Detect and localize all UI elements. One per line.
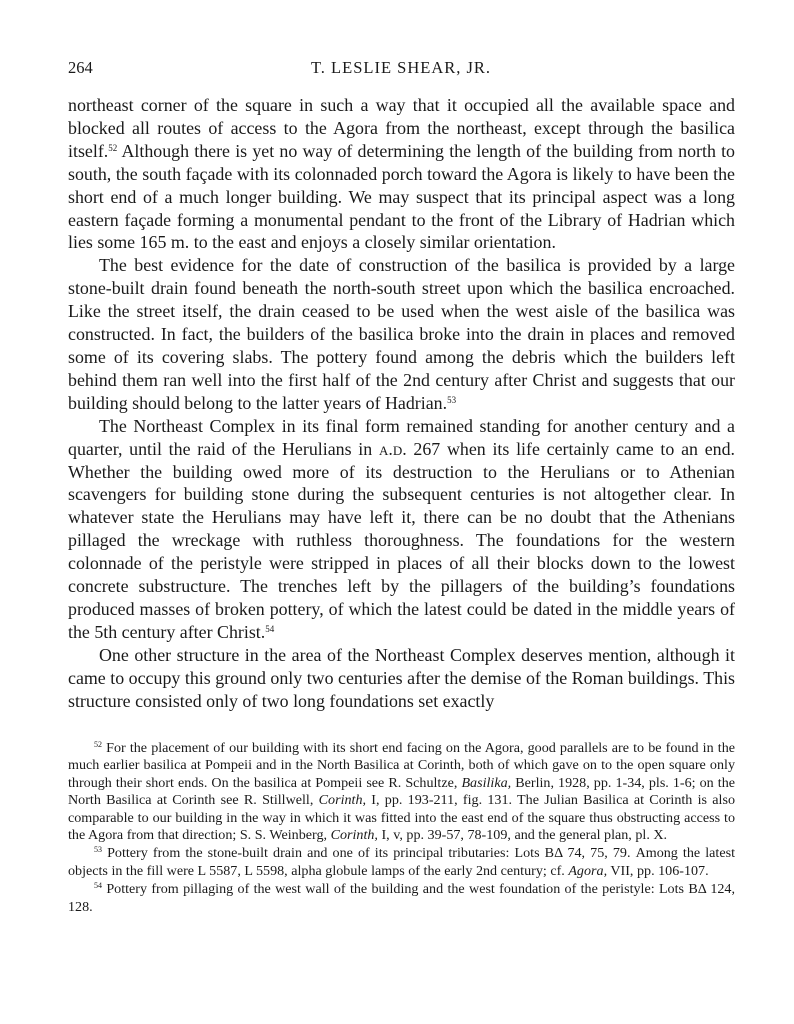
footnote-text: I, pp. 193-211, fig. 131. The Julian Basilica at Corinth is also comparable to our building in the way in which it was fitted into the east end of the square thus obstructing access to the Agora from that direction; S. S. Weinberg, [68, 792, 736, 844]
footnote-title: Corinth, [318, 792, 367, 809]
paragraph-2 [68, 254, 735, 414]
footnote-text: Berlin, 1928, pp. 1-34, pls. 1-6; on the North Basilica at Corinth see R. Stillwell, [68, 774, 735, 809]
footnotes [68, 740, 735, 917]
paragraph-3-text-b: 267 when its life certainly came to an end. Whether the building owed more of its destruction to the Herulians or to Athenian scavengers for building stone during the subsequent centuries is not altogether clear. In whatever state the Herulians may have left it, there can be no doubt that the Athenians pillaged the wreckage with ruthless thoroughness. The foundations for the western colonnade of the peristyle were stripped in places of all their blocks down to the lowest concrete substructure. The trenches left by the pillagers of the building’s foundations produced masses of broken pottery, of which the latest could be dated in the middle years of the 5th century after Christ. [68, 438, 735, 642]
paragraph-2-text: The best evidence for the date of construction of the basilica is provided by a large stone-built drain found beneath the north-south street upon which the basilica encroached. Like the street itself, the drain ceased to be used when the west aisle of the basilica was constructed. In fact, the builders of the basilica broke into the drain in places and removed some of its covering slabs. The pottery found among the debris which the builders left behind them ran well into the first half of the 2nd century after Christ and suggests that our building should belong to the latter years of Hadrian. [68, 255, 735, 413]
footnote-text: I, v, pp. 39-57, 78-109, and the general plan, pl. X. [377, 827, 668, 844]
footnote-ref-53: 53 [447, 394, 457, 405]
paragraph-1 [68, 94, 735, 254]
footnote-text: VII, pp. 106-107. [607, 862, 709, 879]
page-header [68, 58, 734, 80]
paragraph-3 [68, 415, 735, 644]
footnote-text: Pottery from the stone-built drain and one of its principal tributaries: Lots ΒΔ 74, 75, 79. Among the latest objects in the fill were L 5587, L 5598, alpha globule lamps of the early 2nd century; cf. [68, 845, 735, 879]
paragraph-4 [68, 644, 735, 713]
footnote-number: 54 [94, 881, 102, 891]
paragraph-3-text-a: The Northeast Complex in its final form remained standing for another century and a quarter, until the raid of the Herulians in [68, 415, 735, 459]
footnote-title: Corinth, [330, 827, 378, 844]
paragraph-1-text-b: Although there is yet no way of determining the length of the building from north to south, the south façade with its colonnaded porch toward the Agora is likely to have been the short end of a much longer building. We may suspect that its principal aspect was a long eastern façade forming a monumental pendant to the front of the Library of Hadrian which lies some 165 m. to the east and enjoys a closely similar orientation. [68, 140, 735, 253]
footnote-ref-52: 52 [108, 142, 118, 153]
running-head: T. LESLIE SHEAR, JR. [310, 58, 492, 77]
footnote-52 [68, 740, 735, 844]
paragraph-1-text-a: northeast corner of the square in such a way that it occupied all the available space and blocked all routes of access to the Agora from the northeast, except through the basilica itself. [68, 95, 735, 161]
main-text [68, 94, 735, 712]
footnote-number: 53 [94, 845, 102, 855]
footnote-text: For the placement of our building with its short end facing on the Agora, good parallels are to be found in the much earlier basilica at Pompeii and in the North Basilica at Corinth, both of which gave on to the open square only through their short ends. On the basilica at Pompeii see R. Schultze, [68, 740, 735, 791]
paragraph-4-text: One other structure in the area of the Northeast Complex deserves mention, although it came to occupy this ground only two centuries after the demise of the Roman buildings. This structure consisted only of two long foundations set exactly [68, 644, 735, 711]
footnote-53 [68, 845, 735, 880]
footnote-ref-54: 54 [265, 623, 275, 634]
footnote-title: Basilika, [461, 774, 512, 791]
footnote-title: Agora, [568, 862, 608, 879]
footnote-number: 52 [94, 740, 102, 749]
era-abbreviation: a.d. [378, 438, 407, 459]
footnote-54 [68, 881, 735, 916]
footnote-text: Pottery from pillaging of the west wall of the building and the west foundation of the peristyle: Lots ΒΔ 124, 128. [68, 881, 735, 915]
page-number: 264 [68, 58, 93, 77]
